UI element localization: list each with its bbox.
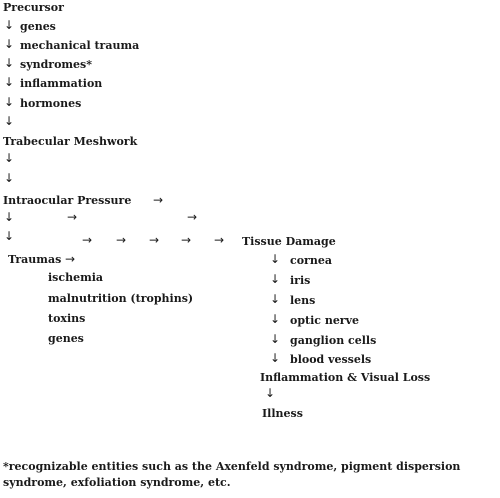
down-arrow-icon: ↓ xyxy=(4,114,15,128)
right-arrow-icon: → xyxy=(181,233,192,247)
down-arrow-icon: ↓ xyxy=(270,292,281,306)
tissue-item-blood-vessels: blood vessels xyxy=(290,353,372,366)
precursor-item-syndromes: syndromes* xyxy=(20,58,92,71)
inflammation-visual-loss-label: Inflammation & Visual Loss xyxy=(260,371,431,384)
footnote: *recognizable entities such as the Axenfeld syndrome, pigment dispersion syndrome, exfoliation syndrome, etc. xyxy=(3,460,461,489)
precursor-item-genes: genes xyxy=(20,20,56,33)
down-arrow-icon: ↓ xyxy=(4,171,15,185)
tissue-item-cornea: cornea xyxy=(290,254,332,267)
precursor-title: Precursor xyxy=(3,1,64,14)
down-arrow-icon: ↓ xyxy=(270,272,281,286)
trauma-item-ischemia: ischemia xyxy=(48,271,104,284)
tissue-item-iris: iris xyxy=(290,274,311,287)
down-arrow-icon: ↓ xyxy=(4,18,15,32)
trauma-item-malnutrition: malnutrition (trophins) xyxy=(48,292,194,305)
traumas-label: Traumas xyxy=(8,253,62,266)
down-arrow-icon: ↓ xyxy=(265,386,276,400)
tissue-item-ganglion-cells: ganglion cells xyxy=(290,334,377,347)
right-arrow-icon: → xyxy=(65,252,76,266)
right-arrow-icon: → xyxy=(187,210,198,224)
tissue-item-optic-nerve: optic nerve xyxy=(290,314,359,327)
down-arrow-icon: ↓ xyxy=(4,229,15,243)
down-arrow-icon: ↓ xyxy=(4,75,15,89)
precursor-item-mechanical-trauma: mechanical trauma xyxy=(20,39,140,52)
trabecular-meshwork-label: Trabecular Meshwork xyxy=(3,135,138,148)
down-arrow-icon: ↓ xyxy=(270,332,281,346)
precursor-item-hormones: hormones xyxy=(20,97,82,110)
tissue-damage-label: Tissue Damage xyxy=(242,235,336,248)
illness-label: Illness xyxy=(262,407,303,420)
down-arrow-icon: ↓ xyxy=(4,37,15,51)
down-arrow-icon: ↓ xyxy=(4,151,15,165)
right-arrow-icon: → xyxy=(82,233,93,247)
trauma-item-genes: genes xyxy=(48,332,84,345)
down-arrow-icon: ↓ xyxy=(270,351,281,365)
right-arrow-icon: → xyxy=(153,193,164,207)
right-arrow-icon: → xyxy=(116,233,127,247)
tissue-item-lens: lens xyxy=(290,294,316,307)
right-arrow-icon: → xyxy=(67,210,78,224)
down-arrow-icon: ↓ xyxy=(4,95,15,109)
down-arrow-icon: ↓ xyxy=(270,312,281,326)
intraocular-pressure-label: Intraocular Pressure xyxy=(3,194,132,207)
right-arrow-icon: → xyxy=(214,233,225,247)
down-arrow-icon: ↓ xyxy=(4,210,15,224)
down-arrow-icon: ↓ xyxy=(4,56,15,70)
precursor-item-inflammation: inflammation xyxy=(20,77,103,90)
right-arrow-icon: → xyxy=(149,233,160,247)
trauma-item-toxins: toxins xyxy=(48,312,86,325)
down-arrow-icon: ↓ xyxy=(270,252,281,266)
